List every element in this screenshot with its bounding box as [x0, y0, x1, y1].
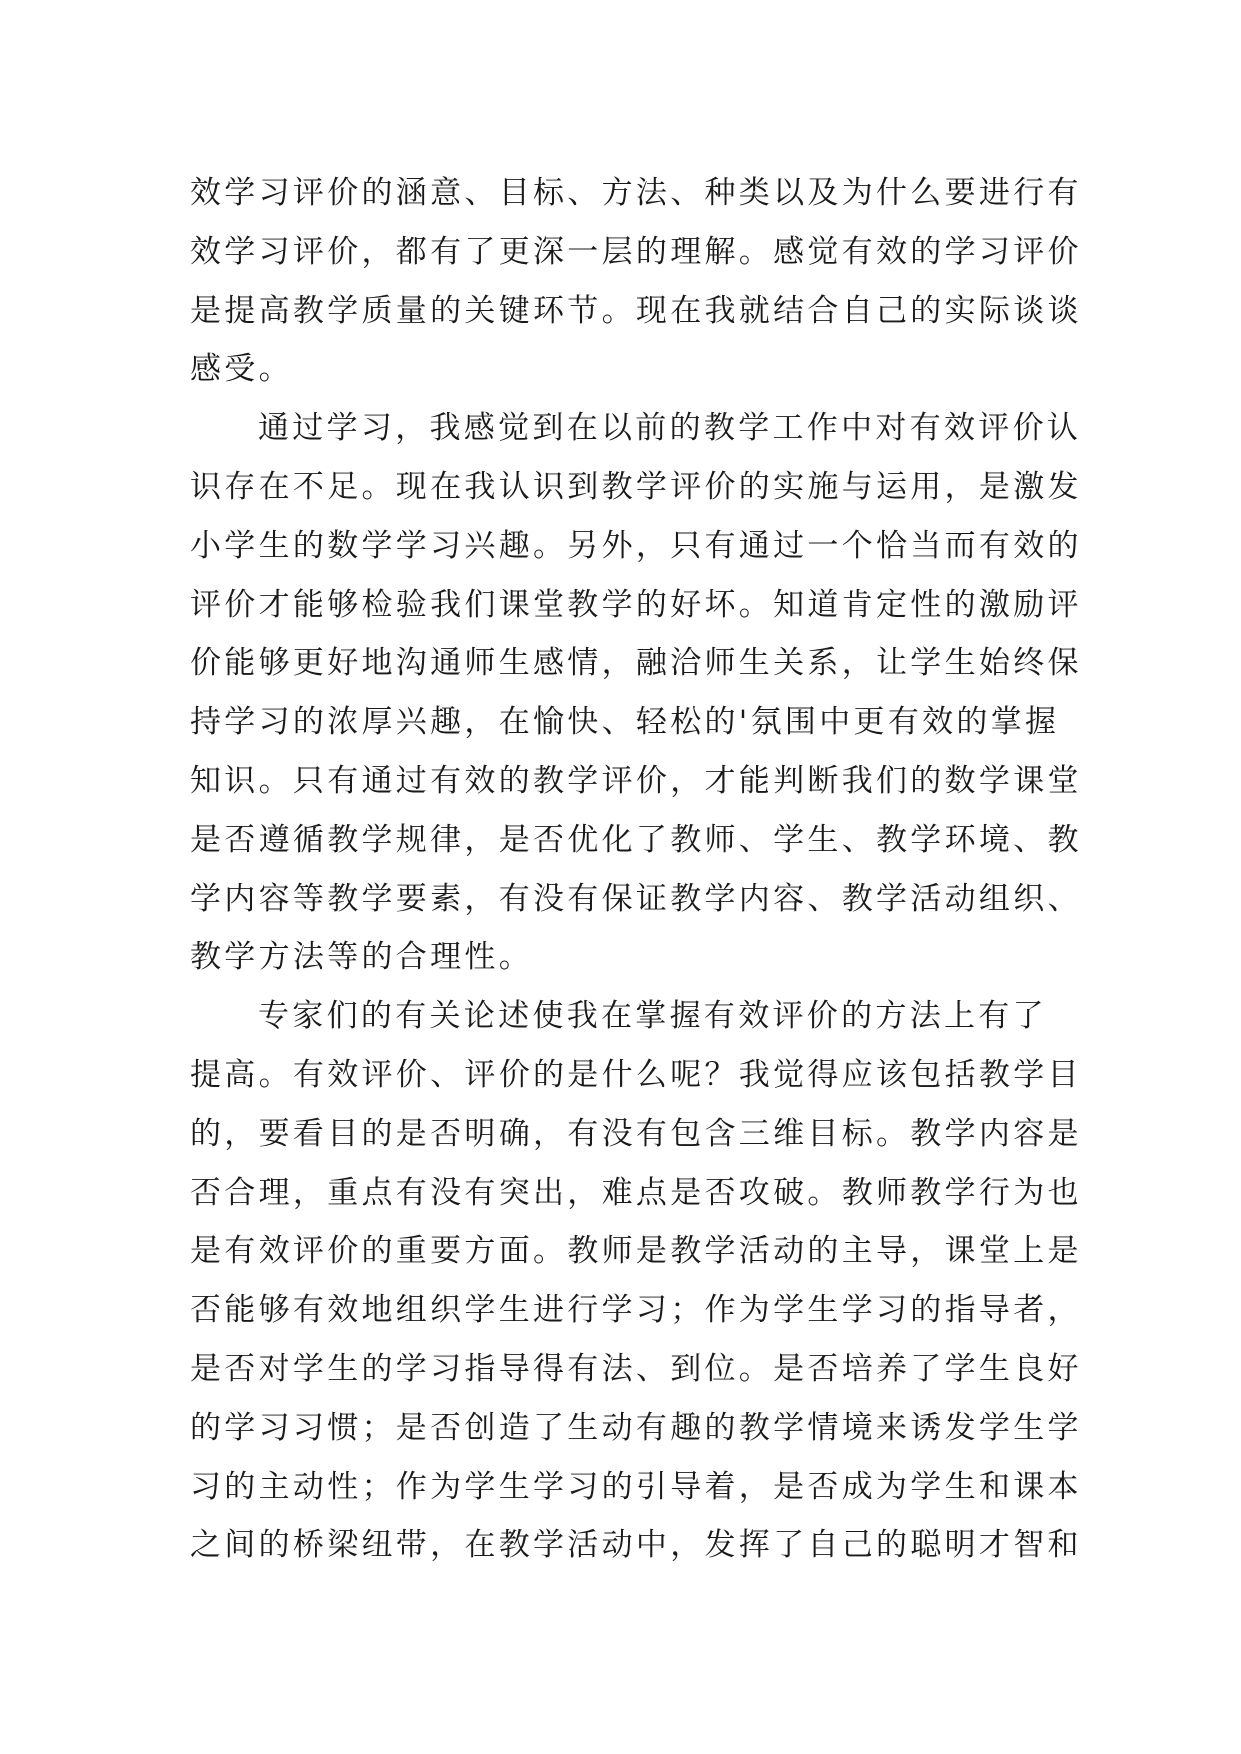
text-line: 教学方法等的合理性。 — [190, 939, 533, 976]
text-line: 感受。 — [190, 351, 293, 388]
text-line: 是有效评价的重要方面。教师是教学活动的主导，课堂上是 — [190, 1233, 1082, 1270]
text-line: 识存在不足。现在我认识到教学评价的实施与运用，是激发 — [190, 468, 1082, 505]
text-line: 的，要看目的是否明确，有没有包含三维目标。教学内容是 — [190, 1115, 1082, 1152]
text-line: 效学习评价的涵意、目标、方法、种类以及为什么要进行有 — [190, 175, 1082, 211]
text-line: 专家们的有关论述使我在掌握有效评价的方法上有了 — [258, 998, 1047, 1035]
text-line: 评价才能够检验我们课堂教学的好坏。知道肯定性的激励评 — [190, 586, 1082, 623]
text-line: 学内容等教学要素，有没有保证教学内容、教学活动组织、 — [190, 880, 1082, 917]
text-line: 是否遵循教学规律，是否优化了教师、学生、教学环境、教 — [190, 821, 1082, 858]
text-line: 习的主动性；作为学生学习的引导着，是否成为学生和课本 — [190, 1468, 1082, 1505]
text-line: 是提高教学质量的关键环节。现在我就结合自己的实际谈谈 — [190, 292, 1082, 329]
paragraph — [190, 164, 1082, 399]
paragraph — [190, 399, 1082, 987]
text-line: 持学习的浓厚兴趣，在愉快、轻松的'氛围中更有效的掌握 — [190, 704, 1060, 741]
text-line: 通过学习，我感觉到在以前的教学工作中对有效评价认 — [258, 410, 1082, 447]
text-line: 否能够有效地组织学生进行学习；作为学生学习的指导者， — [190, 1292, 1082, 1329]
text-line: 是否对学生的学习指导得有法、到位。是否培养了学生良好 — [190, 1350, 1082, 1387]
text-line: 之间的桥梁纽带，在教学活动中，发挥了自己的聪明才智和 — [190, 1527, 1082, 1564]
document-body — [190, 164, 1082, 1575]
text-line: 价能够更好地沟通师生感情，融洽师生关系，让学生始终保 — [190, 645, 1082, 682]
text-line: 否合理，重点有没有突出，难点是否攻破。教师教学行为也 — [190, 1174, 1082, 1211]
text-line: 提高。有效评价、评价的是什么呢？我觉得应该包括教学目 — [190, 1056, 1082, 1093]
paragraph — [190, 987, 1082, 1575]
text-line: 知识。只有通过有效的教学评价，才能判断我们的数学课堂 — [190, 762, 1082, 799]
text-line: 效学习评价，都有了更深一层的理解。感觉有效的学习评价 — [190, 233, 1082, 270]
text-line: 的学习习惯；是否创造了生动有趣的教学情境来诱发学生学 — [190, 1409, 1082, 1446]
text-line: 小学生的数学学习兴趣。另外，只有通过一个恰当而有效的 — [190, 527, 1082, 564]
